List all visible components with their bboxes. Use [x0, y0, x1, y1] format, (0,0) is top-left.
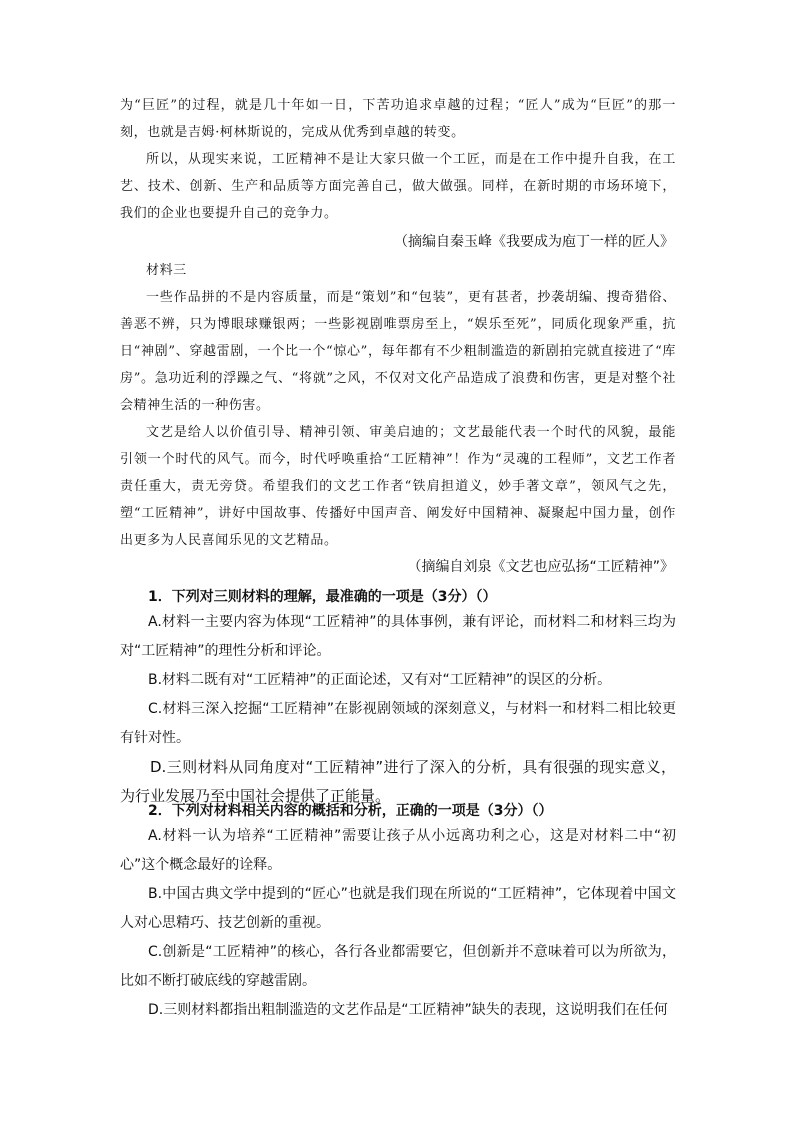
option-c: C.材料三深入挖掘“工匠精神”在影视剧领域的深刻意义，与材料一和材料二相比较更有针对性。: [120, 701, 676, 746]
paragraph: 为“巨匠”的过程，就是几十年如一日，下苦功追求卓越的过程；“匠人”成为“巨匠”的那一刻，也就是吉姆·柯林斯说的，完成从优秀到卓越的转变。: [120, 98, 676, 140]
section-label: 材料三: [146, 263, 187, 278]
option-a: A.材料一主要内容为体现“工匠精神”的具体事例，兼有评论，而材料二和材料三均为对“工匠精神”的理性分析和评论。: [120, 614, 676, 659]
paragraph: 文艺是给人以价值引导、精神引领、审美启迪的；文艺最能代表一个时代的风貌，最能引领一个时代的风气。而今，时代呼唤重拾“工匠精神”！作为“灵魂的工程师”，文艺工作者责任重大，责无旁贷。希望我们的文艺工作者“铁肩担道义，妙手著文章”，领风气之先，塑“工匠精神”，讲好中国故事、传播好中国声音、阐发好中国精神、凝聚起中国力量，创作出更多为人民喜闻乐见的文艺精品。: [120, 425, 676, 548]
option-a: A.材料一认为培养“工匠精神”需要让孩子从小远离功利之心，这是对材料二中“初心”这个概念最好的诠释。: [120, 828, 676, 873]
question-2: [120, 800, 676, 1025]
source-citation: （摘编自秦玉峰《我要成为庖丁一样的匠人》: [394, 234, 674, 250]
paragraph: 一些作品拼的不是内容质量，而是“策划”和“包装”，更有甚者，抄袭胡编、搜奇猎俗、善恶不辨，只为博眼球赚银两；一些影视剧唯票房至上，“娱乐至死”，同质化现象严重，抗日“神剧”、穿越雷剧，一个比一个“惊心”，每年都有不少粗制滥造的新剧拍完就直接进了“库房”。急功近利的浮躁之气、“将就”之风，不仅对文化产品造成了浪费和伤害，更是对整个社会精神生活的一种伤害。: [120, 290, 676, 413]
material2-tail: [120, 92, 676, 227]
option-c: C.创新是“工匠精神”的核心，各行各业都需要它，但创新并不意味着可以为所欲为，比如不断打破底线的穿越雷剧。: [120, 944, 676, 989]
option-d: D.三则材料都指出粗制滥造的文艺作品是“工匠精神”缺失的表现，这说明我们在任何: [148, 1002, 668, 1018]
material3: [120, 257, 676, 554]
question-stem: 2．下列对材料相关内容的概括和分析，正确的一项是（3分）（）: [148, 803, 553, 819]
option-b: B.中国古典文学中提到的“匠心”也就是我们现在所说的“工匠精神”，它体现着中国文人对心思精巧、技艺创新的重视。: [120, 886, 676, 931]
paragraph: 所以，从现实来说，工匠精神不是让大家只做一个工匠，而是在工作中提升自我，在工艺、技术、创新、生产和品质等方面完善自己，做大做强。同样，在新时期的市场环境下，我们的企业也要提升自己的竞争力。: [120, 152, 676, 221]
question-1: [120, 586, 676, 811]
option-b: B.材料二既有对“工匠精神”的正面论述，又有对“工匠精神”的误区的分析。: [148, 672, 612, 688]
source-citation: （摘编自刘泉《文艺也应弘扬“工匠精神”》: [407, 559, 674, 575]
question-stem: 1．下列对三则材料的理解，最准确的一项是（3分）（）: [148, 589, 497, 605]
option-d: D.三则材料从同角度对“工匠精神”进行了深入的分析，具有很强的现实意义，为行业发展乃至中国社会提供了正能量。: [120, 758, 676, 805]
